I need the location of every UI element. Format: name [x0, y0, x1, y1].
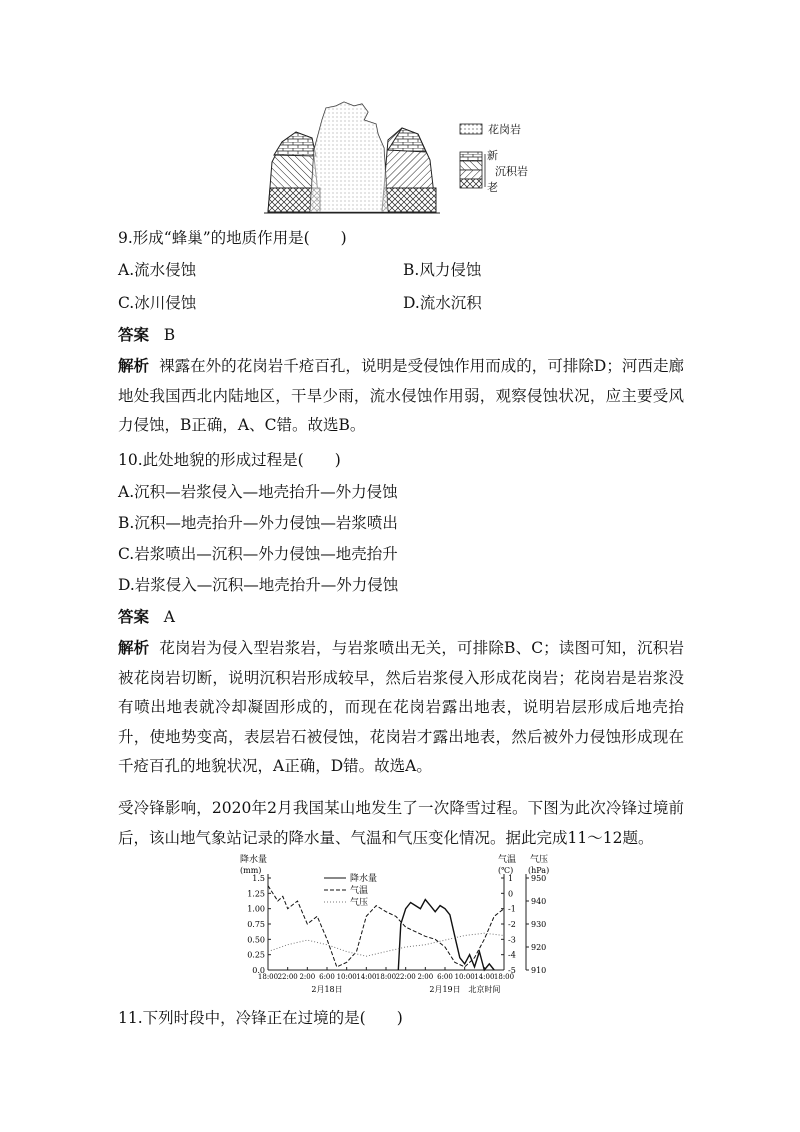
left-tick-label: 0.50 [247, 935, 265, 945]
time-zone-label: 北京时间 [468, 985, 501, 994]
q10-answer [118, 606, 175, 628]
q10-option-d: D.岩浆侵入—沉积—地壳抬升—外力侵蚀 [118, 576, 399, 594]
q10-stem: 10.此处地貌的形成过程是( ) [118, 451, 341, 469]
temp-tick-label: -2 [508, 920, 516, 929]
legend-granite: 花岗岩 [488, 123, 521, 136]
pressure-tick-label: 950 [531, 874, 547, 883]
answer-value: A [163, 608, 175, 626]
q10-option-a: A.沉积—岩浆侵入—地壳抬升—外力侵蚀 [118, 483, 398, 501]
temp-tick-label: 0 [508, 889, 514, 899]
analysis-label: 解析 [118, 356, 150, 375]
q10-option-b: B.沉积—地壳抬升—外力侵蚀—岩浆喷出 [118, 514, 398, 532]
x-tick-label: 2:00 [417, 973, 434, 981]
answer-label: 答案 [118, 607, 150, 626]
answer-value: B [163, 326, 176, 344]
q11-stem: 11.下列时段中，冷锋正在过境的是( ) [118, 1009, 403, 1027]
x-tick-label: 22:00 [277, 973, 298, 981]
intro-paragraph: 受冷锋影响，2020年2月我国某山地发生了一次降雪过程。下图为此次冷锋过境前后，该山地气象站记录的降水量、气温和气压变化情况。据此完成11～12题。 [118, 799, 684, 847]
left-tick-label: 0.75 [247, 920, 265, 929]
x-tick-label: 10:00 [336, 973, 357, 981]
q9-option-a: A.流水侵蚀 [118, 261, 197, 279]
q9-stem: 9.形成“蜂巢”的地质作用是( ) [118, 229, 347, 247]
analysis-label: 解析 [118, 638, 150, 657]
x-tick-label: 2:00 [299, 973, 316, 981]
legend-old: 老 [487, 181, 498, 194]
q9-option-b: B.风力侵蚀 [403, 261, 482, 279]
date-label-feb19: 2月19日 [429, 985, 461, 994]
x-tick-label: 22:00 [395, 973, 416, 981]
left-tick-label: 1.5 [252, 874, 265, 883]
x-tick-label: 18:00 [375, 973, 397, 981]
legend-new: 新 [487, 149, 498, 162]
temp-tick-label: -5 [508, 966, 516, 975]
left-tick-label: 0.25 [247, 950, 265, 960]
x-tick-label: 18:00 [493, 973, 515, 981]
series-1-line [398, 900, 494, 971]
pressure-axis-unit: (hPa) [528, 866, 550, 875]
q10-analysis [118, 633, 684, 782]
pressure-tick-label: 940 [531, 897, 547, 906]
pressure-tick-label: 910 [531, 966, 547, 975]
legend-sedimentary: 沉积岩 [495, 165, 528, 178]
temp-tick-label: -1 [508, 904, 516, 914]
date-label-feb18: 2月18日 [311, 985, 343, 994]
pressure-axis-title: 气压 [530, 855, 549, 865]
legend-label: 气压 [350, 898, 369, 908]
x-tick-label: 18:00 [257, 973, 279, 981]
x-tick-label: 6:00 [319, 973, 335, 981]
temp-axis-title: 气温 [498, 855, 517, 865]
q10-option-c: C.岩浆喷出—沉积—外力侵蚀—地壳抬升 [118, 545, 398, 563]
pressure-tick-label: 930 [531, 920, 547, 929]
series-2-line [268, 886, 504, 967]
temp-axis-unit: (℃) [498, 866, 514, 875]
q9-option-d: D.流水沉积 [403, 294, 482, 312]
legend-label: 降水量 [350, 874, 378, 884]
analysis-text: 花岗岩为侵入型岩浆岩，与岩浆喷出无关，可排除B、C；读图可知，沉积岩被花岗岩切断，说明沉积岩形成较早，然后岩浆侵入形成花岗岩；花岗岩是岩浆没有喷出地表就冷却凝固形成的，而现在花岗岩露出地表，说明岩层形成后地壳抬升，使地势变高，表层岩石被侵蚀，花岗岩才露出地表，然后被外力侵蚀形成现在千疮百孔的地貌状况，A正确，D错。故选A。 [118, 639, 684, 775]
left-axis-title: 降水量 [240, 855, 268, 865]
left-axis-unit: (mm) [240, 866, 262, 875]
x-tick-label: 6:00 [437, 973, 453, 981]
answer-label: 答案 [118, 325, 150, 344]
left-tick-label: 0.0 [252, 966, 265, 975]
series-3-line [268, 933, 504, 956]
q9-answer [118, 324, 175, 346]
x-tick-label: 14:00 [474, 973, 495, 981]
left-tick-label: 1.25 [247, 889, 265, 899]
temp-tick-label: -3 [508, 935, 516, 945]
left-tick-label: 1.00 [247, 904, 265, 914]
rock-cross-section-figure [260, 100, 550, 218]
weather-chart [236, 852, 566, 1002]
temp-tick-label: 1 [508, 874, 514, 883]
analysis-text: 裸露在外的花岗岩千疮百孔，说明是受侵蚀作用而成的，可排除D；河西走廊地处我国西北内陆地区，干旱少雨，流水侵蚀作用弱，观察侵蚀状况，应主要受风力侵蚀，B正确，A、C错。故选B。 [118, 357, 684, 434]
q9-option-c: C.冰川侵蚀 [118, 294, 197, 312]
x-tick-label: 14:00 [356, 973, 377, 981]
temp-tick-label: -4 [508, 950, 516, 960]
pressure-tick-label: 920 [531, 943, 547, 952]
legend-label: 气温 [350, 886, 369, 896]
q9-analysis [118, 351, 684, 441]
x-tick-label: 10:00 [454, 973, 475, 981]
